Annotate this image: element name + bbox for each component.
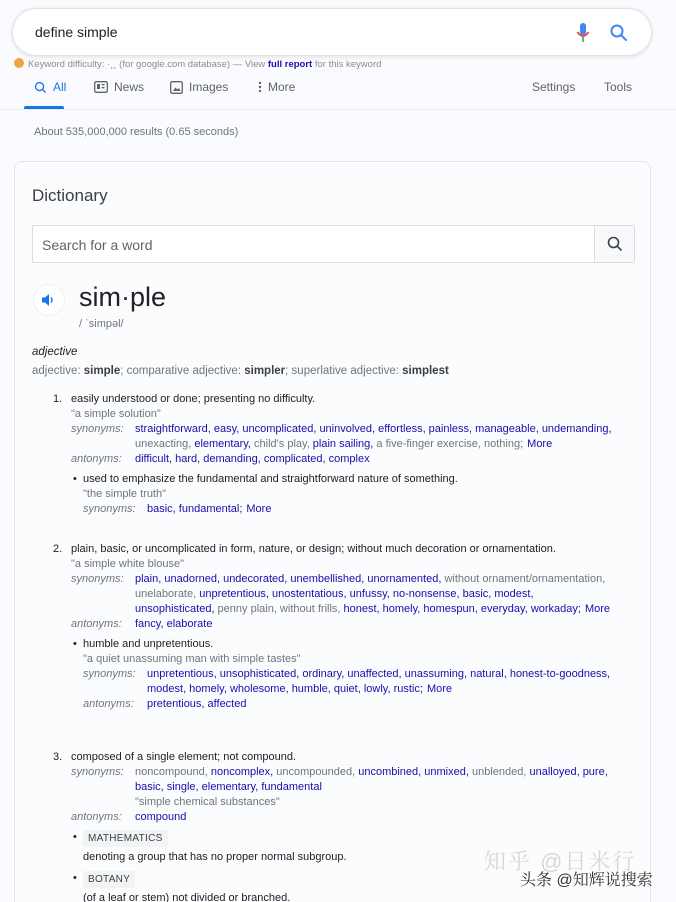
synonym-links[interactable]: unpretentious, unsophisticated, ordinary, unaffected, unassuming, natural, honest-to-goodness, modest, homely, wholesome, humble, quiet, lowly, rustic;	[147, 668, 611, 695]
synonyms-list	[135, 422, 631, 452]
synonym-plain: uncompounded,	[273, 766, 359, 778]
more-synonyms-link[interactable]: More	[584, 603, 611, 615]
antonyms-label: antonyms:	[71, 811, 122, 823]
form-label: ; comparative adjective:	[120, 365, 245, 377]
definition: used to emphasize the fundamental and straightforward nature of something.	[83, 473, 458, 485]
synonyms-label: synonyms:	[83, 668, 136, 680]
form-word: simplest	[402, 365, 449, 377]
antonym-links[interactable]: difficult, hard, demanding, complicated, complex	[135, 453, 370, 465]
domain-tag: MATHEMATICS	[83, 830, 168, 847]
card-title: Dictionary	[32, 186, 108, 205]
synonyms-label: synonyms:	[71, 766, 124, 778]
more-vert-icon	[258, 81, 262, 93]
antonyms-label: antonyms:	[71, 618, 122, 630]
antonyms-label: antonyms:	[71, 453, 122, 465]
sense-2	[53, 542, 611, 712]
synonyms-row	[83, 502, 631, 517]
example: "a simple white blouse"	[71, 558, 184, 570]
tools-link[interactable]	[604, 80, 632, 94]
tab-label: All	[53, 80, 67, 94]
antonyms-row	[71, 810, 611, 825]
word-search-button[interactable]	[594, 226, 634, 262]
synonym-links[interactable]: plain, unadorned, undecorated, unembellished, unornamented,	[135, 573, 442, 585]
synonym-links[interactable]: unpretentious, unostentatious, unfussy, no-nonsense, basic, modest, unsophisticated,	[135, 588, 534, 615]
synonyms-row	[71, 572, 611, 617]
antonym-links[interactable]: compound	[135, 811, 187, 823]
word-search-input[interactable]: Search for a word	[42, 237, 153, 253]
pronunciation-button[interactable]	[33, 284, 65, 316]
settings-link[interactable]	[532, 80, 575, 94]
synonym-plain: unexacting,	[135, 438, 195, 450]
bullet: •	[73, 473, 77, 485]
toutiao-watermark: 头条 @知辉说搜索	[520, 872, 653, 889]
synonyms-row	[71, 422, 631, 452]
definition: (of a leaf or stem) not divided or branched.	[83, 892, 291, 902]
form-label: ; superlative adjective:	[285, 365, 403, 377]
keyword-text-suffix: for this keyword	[312, 59, 382, 70]
synonym-links[interactable]: straightforward, easy, uncomplicated, uninvolved, effortless, painless, manageable, undemanding,	[135, 423, 612, 435]
sense-number: 2.	[53, 543, 63, 555]
word-search-box[interactable]	[32, 225, 635, 263]
search-query[interactable]: define simple	[35, 24, 118, 40]
speaker-icon	[41, 293, 57, 307]
tab-more[interactable]	[258, 80, 295, 94]
settings-label: Settings	[532, 80, 576, 94]
synonym-links[interactable]: unalloyed, pure, basic, single, elementary, fundamental	[135, 766, 608, 793]
synonyms-row	[71, 765, 611, 810]
definition: denoting a group that has no proper normal subgroup.	[83, 851, 347, 863]
more-synonyms-link[interactable]: More	[527, 438, 553, 450]
domain-tag: BOTANY	[83, 871, 135, 888]
headword: sim·ple	[79, 282, 167, 312]
synonym-plain: penny plain, without frills,	[214, 603, 344, 615]
synonyms-row	[83, 667, 611, 697]
definition: plain, basic, or uncomplicated in form, nature, or design; without much decoration or ornamentation.	[71, 543, 556, 555]
synonyms-label: synonyms:	[71, 573, 124, 585]
synonyms-label: synonyms:	[83, 503, 136, 515]
tab-all[interactable]	[34, 80, 66, 94]
keyword-tool-icon	[14, 58, 24, 68]
synonym-plain: noncompound,	[135, 766, 211, 778]
bullet: •	[73, 872, 77, 884]
part-of-speech: adjective	[32, 346, 78, 358]
tab-label: More	[268, 80, 296, 94]
full-report-link[interactable]: full report	[267, 59, 313, 70]
tab-label: News	[114, 80, 145, 94]
sense-number: 1.	[53, 393, 63, 405]
tab-news[interactable]	[94, 80, 144, 94]
keyword-difficulty-bar	[14, 58, 381, 70]
news-icon	[94, 81, 108, 93]
synonym-plain: without ornament/ornamentation, unelaborate,	[135, 573, 606, 600]
form-label: adjective:	[32, 365, 84, 377]
search-icon	[606, 235, 624, 253]
synonym-links[interactable]: plain sailing,	[312, 438, 374, 450]
search-icon[interactable]	[609, 23, 629, 43]
result-stats: About 535,000,000 results (0.65 seconds)	[34, 126, 239, 138]
search-bar[interactable]	[12, 8, 652, 56]
example: "the simple truth"	[83, 488, 167, 500]
synonym-plain: child's play,	[250, 438, 313, 450]
definition: easily understood or done; presenting no difficulty.	[71, 393, 316, 405]
image-icon	[170, 81, 183, 94]
sub-sense	[73, 472, 631, 517]
antonyms-row	[71, 617, 611, 632]
tools-label: Tools	[604, 80, 633, 94]
antonyms-label: antonyms:	[83, 698, 134, 710]
antonym-links[interactable]: pretentious, affected	[147, 698, 247, 710]
tab-label: Images	[189, 80, 229, 94]
synonym-links[interactable]: uncombined, unmixed,	[358, 766, 469, 778]
antonyms-row	[71, 452, 631, 467]
example: "a quiet unassuming man with simple tastes"	[83, 653, 301, 665]
search-icon	[34, 81, 47, 94]
dictionary-card	[14, 161, 651, 902]
keyword-text: Keyword difficulty: ·¸¸ (for google.com database) — View	[28, 59, 268, 70]
example: "a simple solution"	[71, 408, 161, 420]
sense-1	[53, 392, 631, 517]
form-word: simple	[83, 365, 121, 377]
more-synonyms-link[interactable]: More	[426, 683, 452, 695]
sub-sense	[73, 637, 611, 712]
synonym-links[interactable]: noncomplex,	[210, 766, 274, 778]
synonyms-label: synonyms:	[71, 423, 124, 435]
synonym-plain: a five-finger exercise, nothing;	[373, 438, 524, 450]
tab-images[interactable]	[170, 80, 228, 94]
antonym-links[interactable]: fancy, elaborate	[135, 618, 213, 630]
definition: composed of a single element; not compound.	[71, 751, 297, 763]
zhihu-watermark: 知乎 @日米行	[484, 849, 637, 874]
synonym-links[interactable]: honest, homely, homespun, everyday, workaday;	[343, 603, 581, 615]
synonym-plain: unblended,	[468, 766, 530, 778]
active-tab-indicator	[24, 106, 64, 109]
form-word: simpler	[244, 365, 286, 377]
example: "simple chemical substances"	[135, 796, 280, 808]
bullet: •	[73, 638, 77, 650]
synonym-links[interactable]: elementary,	[194, 438, 251, 450]
synonym-links[interactable]: basic, fundamental;	[147, 503, 243, 515]
microphone-icon[interactable]	[575, 21, 591, 45]
antonyms-row	[83, 697, 611, 712]
definition: humble and unpretentious.	[83, 638, 214, 650]
bullet: •	[73, 831, 77, 843]
more-synonyms-link[interactable]: More	[246, 503, 272, 515]
phonetic: / ˈsimpəl/	[79, 318, 124, 330]
word-forms	[32, 365, 449, 377]
search-tabs	[0, 76, 676, 110]
sense-number: 3.	[53, 751, 63, 763]
